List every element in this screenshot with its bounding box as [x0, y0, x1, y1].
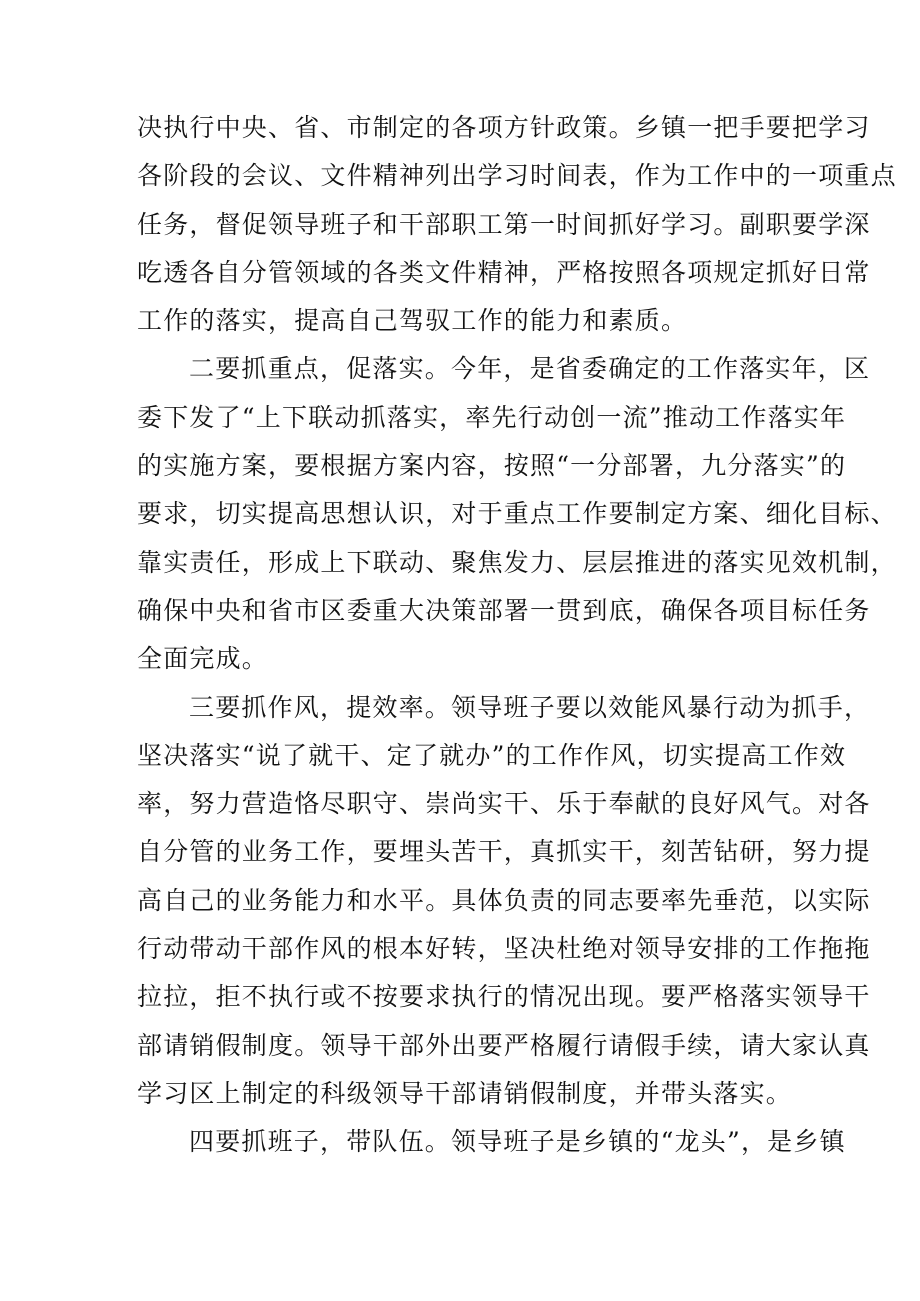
text-line: 要求，切实提高思想认识，对于重点工作要制定方案、细化目标、 [137, 499, 897, 529]
document-body [137, 104, 897, 1167]
text-line: 决执行中央、省、市制定的各项方针政策。乡镇一把手要把学习 [137, 113, 871, 142]
text-line: 学习区上制定的科级领导干部请销假制度，并带头落实。 [137, 1078, 793, 1108]
text-line: 靠实责任，形成上下联动、聚焦发力、层层推进的落实见效机制， [137, 547, 897, 577]
text-line: 拉拉，拒不执行或不按要求执行的情况出现。要严格落实领导干 [137, 982, 871, 1012]
text-line: 部请销假制度。领导干部外出要严格履行请假手续，请大家认真 [137, 1030, 871, 1060]
text-line: 行动带动干部作风的根本好转，坚决杜绝对领导安排的工作拖拖 [137, 934, 871, 964]
text-line: 任务，督促领导班子和干部职工第一时间抓好学习。副职要学深 [137, 209, 871, 239]
text-line: 吃透各自分管领域的各类文件精神，严格按照各项规定抓好日常 [137, 257, 871, 287]
paragraph-start-line: 三要抓作风，提效率。领导班子要以效能风暴行动为抓手， [189, 692, 871, 722]
paragraph-start-line: 二要抓重点，促落实。今年，是省委确定的工作落实年，区 [189, 354, 871, 384]
text-line: 率，努力营造恪尽职守、崇尚实干、乐于奉献的良好风气。对各 [137, 789, 871, 819]
text-line: 委下发了“上下联动抓落实，率先行动创一流”推动工作落实年 [137, 402, 847, 432]
text-line: 高自己的业务能力和水平。具体负责的同志要率先垂范，以实际 [137, 885, 871, 915]
text-line: 确保中央和省市区委重大决策部署一贯到底，确保各项目标任务 [137, 595, 871, 625]
text-line: 的实施方案，要根据方案内容，按照“一分部署，九分落实”的 [137, 451, 847, 481]
paragraph-start-line: 四要抓班子，带队伍。领导班子是乡镇的“龙头”，是乡镇 [189, 1127, 846, 1157]
text-line: 自分管的业务工作，要埋头苦干，真抓实干，刻苦钻研，努力提 [137, 837, 871, 867]
text-line: 工作的落实，提高自己驾驭工作的能力和素质。 [137, 306, 688, 336]
text-line: 坚决落实“说了就干、定了就办”的工作作风，切实提高工作效 [137, 740, 847, 770]
text-line: 各阶段的会议、文件精神列出学习时间表，作为工作中的一项重点 [137, 161, 897, 191]
text-line: 全面完成。 [137, 644, 269, 674]
